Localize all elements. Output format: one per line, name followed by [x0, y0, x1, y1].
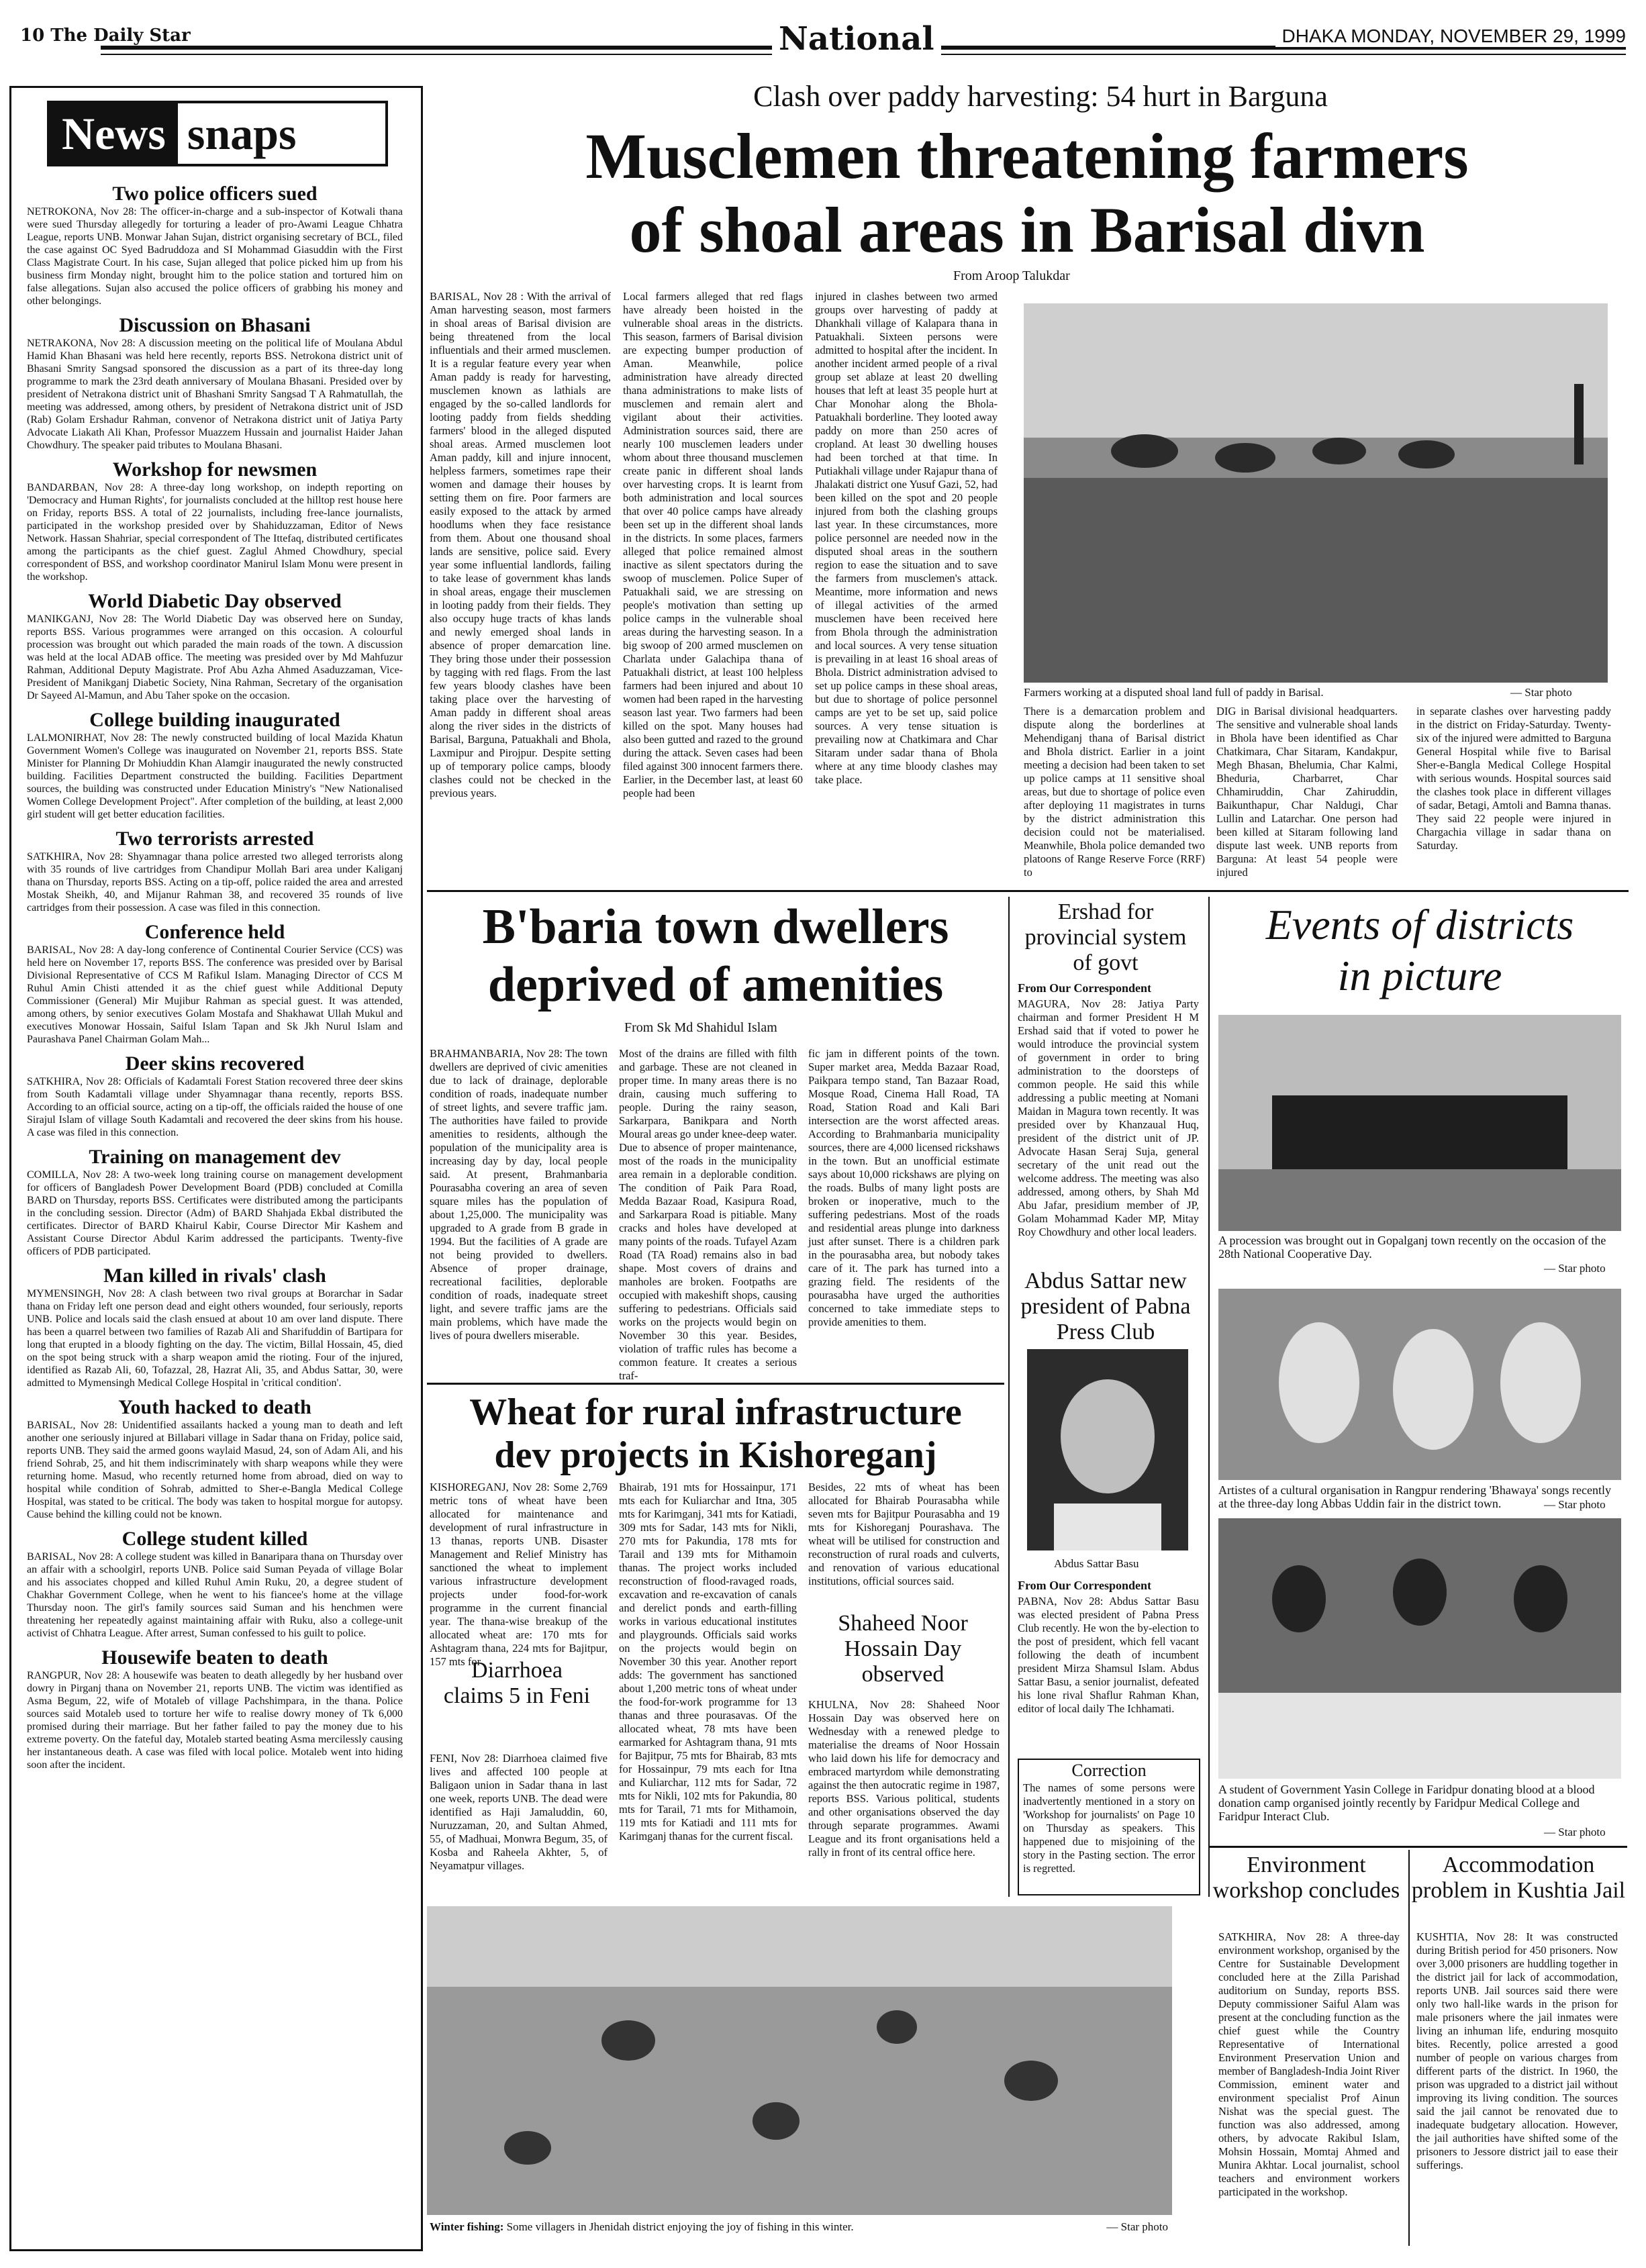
wheat-col-2: Bhairab, 191 mts for Hossainpur, 171 mts each for Kuliarchar and Itna, 305 mts for Karimganj, 341 mts for Katiadi, 309 mts for Sadar, 143 mts for Nikli, 270 mts for Pakundia, 178 mts for Tarail and 139 mts for Mithamoin thanas. The project works included reconstruction of flood-ravaged roads, excavation and re-excavation of canals and derelict ponds and earth-filling works in various educational institutes and playgrounds. Officials said works on the projects would begin on November 30 this year. Another report adds: The government has sanctioned about 1,200 metric tons of wheat under the food-for-work programme for 13 thanas and three pourasavas. Of the allocated wheat, 78 mts have been earmarked for Ashtagram thana, 91 mts for Bajitpur, 75 mts for Bhairab, 83 mts for Hossainpur, 79 mts each for Itna and Kuliarchar, 112 mts for Sadar, 72 mts for Nikli, 102 mts for Pakundia, 80 mts for Tarail, 71 mts for Mithamoin, 119 mts for Katiadi and 111 mts for Karimganj thanas for the current fiscal.	[619, 1481, 797, 1842]
events-photo1-caption: A procession was brought out in Gopalganj town recently on the occasion of the 28th National Cooperative Day.	[1218, 1234, 1606, 1261]
logo-news: News	[50, 103, 178, 164]
brief-title: Two police officers sued	[112, 183, 318, 205]
masthead	[20, 20, 1626, 67]
brief-title: Youth hacked to death	[118, 1396, 311, 1418]
brief-title: College student killed	[122, 1528, 308, 1550]
lead-kicker: Clash over paddy harvesting: 54 hurt in Barguna	[753, 80, 1328, 113]
brief-body: SATKHIRA, Nov 28: Officials of Kadamtali Forest Station recovered three deer skins from South Kadamtali village under Shyamnagar thana recently, reports BSS. According to an official source, acting on a tip-off, the officials raided the house of one Sirajul Islam of village South Kadamtali and recovered the deer skins from his house. A case was filed in this connection.	[27, 1076, 403, 1138]
bbaria-col-2: Most of the drains are filled with filth and garbage. These are not cleaned in proper time. In many areas there is no drain, causing much suffering to people. During the rainy season, Sarkarpara, Banikpara and North Moural areas go under knee-deep water. Due to absence of proper maintenance, most of the roads in the municipality area remain in a deplorable condition. The condition of Paik Para Road, Medda Bazaar Road, Kasipura Road, and Sarkarpara Road is pitiable. Many cracks and holes have developed at many points of the roads. Tufayel Azam Road (TA Road) remains also in bad shape. Most covers of drains and manholes are broken. Footpaths are occupied with makeshift shops, causing suffering to pedestrians. Officials said works on the projects would begin on November 30 this year. Besides, violation of traffic rules has become a common feature. It creates a serious traf-	[619, 1047, 797, 1382]
bbaria-byline: From Sk Md Shahidul Islam	[624, 1020, 777, 1035]
logo-snaps: snaps	[187, 108, 297, 159]
lead-photo-credit: — Star photo	[1510, 686, 1572, 699]
brief-body: BARISAL, Nov 28: A day-long conference of Continental Courier Service (CCS) was held here on November 17, reports BSS. The conference was presided over by Barisal Divisional Representative of CCS M Rafikul Islam. Managing Director of CCS M Ruhul Amin Chisti attended it as the chief guest while Additional Deputy Commissioner (General) Mir Mujibur Rahman as special guest. It was attended, among others, by senior executives Golam Mostafa and Shakhawat Ullah Mukul and executives Monowar Hossain, Saiful Islam Tapan and Sk Jkh Nurul Islam and Paurashava Panel Chairman Golam Mah...	[27, 944, 403, 1045]
brief-body: BANDARBAN, Nov 28: A three-day long workshop, on indepth reporting on 'Democracy and Human Rights', for journalists concluded at the hilltop rest house here on Friday, reports BSS. A total of 22 journalists, including free-lance journalists, participated in the workshop presided over by Shahiduzzaman, Editor of News Network. Hassan Shahriar, special correspondent of The Ittefaq, distributed certificates among the participants as the chief guest. Zaglul Ahmed Chowdhury, special correspondent of BSS, and workshop coordinator Manirul Islam Monu were present in the workshop.	[27, 482, 403, 583]
lead-headline-line1: Musclemen threatening farmers	[585, 120, 1469, 192]
wheat-headline-line1: Wheat for rural infrastructure	[469, 1391, 962, 1433]
events-photo3-caption: A student of Government Yasin College in Faridpur donating blood at a blood donation camp organised jointly recently by Faridpur Medical College and Faridpur Interact Club.	[1218, 1783, 1595, 1823]
bbaria-headline-line1: B'baria town dwellers	[482, 899, 949, 954]
lead-col-1: BARISAL, Nov 28 : With the arrival of Aman harvesting season, most farmers in shoal areas of Barisal division are being threatened from the local influentials and their armed musclemen. It is a regular feature every year when Aman paddy is ready for harvesting, musclemen known as lathials are engaged by the so-called landlords for looting paddy from fields shedding farmers' blood in the alleged disputed shoal areas. Armed musclemen loot Aman paddy, kill and injure innocent, helpless farmers, sometimes rape their women and damage their houses by setting them on fire. Poor farmers are easily exposed to the attack by armed hoodlums when they face resistance from them. About one thousand shoal lands are sensitive, police said. Every year some influential landlords, failing to take lease of government khas lands in shoal areas, engage their musclemen in looting paddy from their fields. They also occupy huge tracts of khas lands and newly emerged shoal lands in absence of proper demarcation line. They bring those under their possession by tagging with red flags. From the last few years bloody clashes have been taking place over the harvesting of Aman paddy in different shoal areas along the river sides in the districts of Barisal, Barguna, Patuakhali and Bhola, Laxmipur and Pirojpur. Despite setting up of temporary police camps, bloody clashes could not be checked in the previous years.	[430, 290, 611, 799]
pabna-headline: Abdus Sattar new president of Pabna Press Club	[1020, 1269, 1191, 1344]
events-photo2-credit: — Star photo	[1544, 1498, 1606, 1511]
diarrhoea-headline: Diarrhoea claims 5 in Feni	[443, 1658, 591, 1708]
wheat-col-3: Besides, 22 mts of wheat has been allocated for Bhairab Pourasabha while seven mts for Bajitpur Pourasabha and 19 mts for Kishoreganj Pourashava. The wheat will be utilised for construction and reconstruction of rural roads and culverts, and renovation of various educational institutions, official sources said.	[808, 1481, 1000, 1587]
halftone-photo-icon	[1218, 1518, 1621, 1779]
correction-box	[1018, 1759, 1200, 1895]
brief-title: World Diabetic Day observed	[88, 590, 342, 612]
brief-title: Deer skins recovered	[125, 1052, 305, 1075]
accommodation-body: KUSHTIA, Nov 28: It was constructed during British period for 450 prisoners. Now over 3,000 prisoners are huddling together in the district jail for lack of accommodation, reports UNB. Jail sources said there were only two hall-like wards in the prison for male prisoners where the jail inmates were living an inhuman life, enduring mosquito bites. Recently, police arrested a good number of people on various charges from different parts of the district. In 1960, the prison was upgraded to a district jail without improving its living condition. The sources said the jail cannot be renovated due to inadequate budgetary allocation. However, the jail authorities have shifted some of the prisoners to Jessore district jail to ease their sufferings.	[1416, 1930, 1618, 2171]
environment-body: SATKHIRA, Nov 28: A three-day environment workshop, organised by the Centre for Sustainable Development concluded here at the Zilla Parishad auditorium on Sunday, reports BSS. Deputy commissioner Saiful Alam was present at the concluding function as the chief guest while the Country Representative of International Environment Preservation Union and member of Bangladesh-India Joint River Commission, eminent water and environment specialist Prof Ainun Nishat was the special guest. The function was also addressed, among others, by advocate Rakibul Islam, Mohsin Hossain, Momtaj Ahmed and Munira Akhtar. Local journalist, school teachers and environment workers participated in the workshop.	[1218, 1930, 1400, 2198]
bbaria-headline-line2: deprived of amenities	[487, 957, 944, 1012]
events-headline-line1: Events of districts	[1265, 901, 1574, 948]
ershad-headline: Ershad for provincial system of govt	[1024, 899, 1187, 975]
brief	[27, 921, 403, 1046]
brief	[27, 828, 403, 914]
winter-fishing-label: Winter fishing:	[430, 2220, 504, 2233]
environment-headline: Environment workshop concludes	[1212, 1853, 1400, 1903]
winter-fishing-caption: Some villagers in Jhenidah district enjoying the joy of fishing in this winter.	[506, 2220, 854, 2233]
lead-col-5: DIG in Barisal divisional headquarters. The sensitive and vulnerable shoal lands in Bhola have been identified as Char Chatkimara, Char Sitaram, Kandakpur, Megh Bhasan, Bhelumia, Char Kalmi, Bheduria, Charbarret, Char Chhamiruddin, Char Zahiruddin, Baikunthapur, Char Naldugi, Char Lullin and Latarchar. One person had been killed at Sitaram following land dispute last week. UNB reports from Barguna: At least 54 people were injured	[1216, 705, 1398, 879]
bbaria-col-3: fic jam in different points of the town. Super market area, Medda Bazaar Road, Paikpara tempo stand, Tan Bazaar Road, Mosque Road, Cinema Hall Road, TA Road, Station Road and Kali Bari intersection are the worst affected areas. According to Brahmanbaria municipality sources, there are 4,000 licensed rickshaws in the town. But an unofficial estimate says about 10,000 rickshaws are plying on the roads. Bulbs of many light posts are broken or inoperative, much to the suffering pedestrians. Most of the roads and residential areas plunge into darkness just after sunset. There is a children park in the pourasabha area, but nobody takes care of it. The park has turned into a grazing field. The residents of the pourasabha have urged the authorities concerned to take immediate steps to provide amenities to them.	[808, 1047, 1000, 1328]
brief	[27, 314, 403, 452]
page-number: 10 The Daily Star	[20, 26, 196, 46]
halftone-photo-icon	[1027, 1349, 1188, 1550]
brief	[27, 590, 403, 702]
lead-col-4: There is a demarcation problem and dispute along the borderlines at Mehendiganj thana of Barisal district and Bhola district. Earlier in a joint meeting a decision had been taken to set up police camps at 11 sensitive shoal areas, but due to shortage of police even after deploying 11 magistrates in turns by the district administration this decision could not be materialised. Meanwhile, Bhola police demanded two platoons of Range Reserve Force (RRF) to	[1024, 705, 1205, 879]
middle-right-divider	[1008, 897, 1010, 1897]
brief-body: COMILLA, Nov 28: A two-week long training course on management development for officers of Bangladesh Power Development Board (PDB) concluded at Comilla BARD on Thursday, reports BSS. Certificates were distributed among the participants in the concluding session. Director (Adm) of BARD Shahjada Ekbal distributed the certificates. Director of BARD Khairul Kabir, Course Director Mir Kashem and Assistant Course Director Abdul Karim addressed the participants. Twenty-five officers of PDB participated.	[27, 1169, 403, 1257]
brief	[27, 1396, 403, 1521]
pabna-byline: From Our Correspondent	[1018, 1579, 1152, 1592]
dateline: DHAKA MONDAY, NOVEMBER 29, 1999	[1275, 26, 1627, 47]
brief	[27, 709, 403, 821]
winter-fishing-caption-row	[430, 2220, 1168, 2234]
brief-title: Conference held	[144, 921, 285, 943]
lead-col-3: injured in clashes between two armed groups over harvesting of paddy at Dhankhali village of Kalapara thana in Patuakhali. Sixteen persons were admitted to hospital after the incident. In another incident armed people of a rival group set ablaze at least 20 dwelling houses that left at least 35 people hurt at Char Monohar along the Bhola-Patuakhali borderline. They looted away paddy on more than 250 acres of cropland. At least 30 dwelling houses had been torched at that time. In Putiakhali village under Rajapur thana of Jhalakati district one Yusuf Gazi, 52, had been killed on the spot and 20 people injured from both the clashing groups last year. In these circumstances, more police personnel are needed now in the disputed shoal areas in the southern region to ease the situation and to save the farmers from musclemen's attack. Meantime, more information and news of illegal activities of the armed musclemen have been received here from Bhola through the administration and local sources. A very tense situation is prevailing in at least 16 shoal areas of Bhola. District administration advised to set up police camps in these shoal areas, but due to shortage of police personnel camps are yet to be set up, said police sources. A very tense situation is prevailing now at Chatkimara and Char Sitaram under sadar thana of Bhola where at any time bloody clashes may take place.	[815, 290, 998, 786]
events-photo-artistes	[1218, 1289, 1621, 1480]
events-photo-blood-donation	[1218, 1518, 1621, 1779]
news-snaps-list	[27, 183, 403, 2236]
lead-photo	[1024, 303, 1608, 683]
brief-body: BARISAL, Nov 28: Unidentified assailants hacked a young man to death and left another one seriously injured at Billabari village in Sadar thana on Friday, police said, reports UNB. They said the armed goons waylaid Masud, 24, son of Adam Ali, and his friend Sohrab, 25, and hit them indiscriminately with sharp weapons while they were returning home. Masud, who recently returned home from abroad, died on way to hospital while condition of Sohrab, admitted to Sher-e-Bangla Medical College Hospital, was stated to be critical. The body was taken to hospital morgue for autopsy. Cause behind the killing could not be known.	[27, 1420, 403, 1520]
noor-hossain-headline: Shaheed Noor Hossain Day observed	[838, 1611, 968, 1687]
wheat-col-1: KISHOREGANJ, Nov 28: Some 2,769 metric tons of wheat have been allocated for maintenance and development of rural infrastructure in 13 thanas, reports UNB. Disaster Management and Relief Ministry has sanctioned the wheat to implement various infrastructure development projects under food-for-work programme in the current financial year. The thana-wise breakup of the allocated wheat are: 170 mts for Ashtagram thana, 224 mts for Bajitpur, 157 mts for	[430, 1481, 608, 1668]
brief	[27, 183, 403, 307]
lead-headline-line2: of shoal areas in Barisal divn	[629, 194, 1425, 266]
events-photo2-caption: Artistes of a cultural organisation in Rangpur rendering 'Bhawaya' songs recently at the three-day long Abbas Uddin fair in the district town.	[1218, 1483, 1611, 1510]
brief-body: MANIKGANJ, Nov 28: The World Diabetic Day was observed here on Sunday, reports BSS. Various programmes were arranged on this occasion. A colourful procession was brought out which paraded the main roads of the town. A discussion was held at the local ADAB office. The meeting was presided over by Md Mahfuzur Rahman, Additional Deputy Magistrate. Prof Abu Azha Ahmed Asaduzzaman, Vice-President of Manikganj Diabetic Society, Nina Rahman, Secretary of the organisation Dr Sayeed Al-Mamun, and Abu Taher spoke on the occasion.	[27, 613, 403, 701]
lead-photo-caption: Farmers working at a disputed shoal land full of paddy in Barisal.	[1024, 686, 1324, 699]
halftone-photo-icon	[1218, 1015, 1621, 1231]
brief-title: Housewife beaten to death	[101, 1646, 328, 1669]
brief	[27, 1646, 403, 1771]
winter-fishing-credit: — Star photo	[1106, 2220, 1168, 2233]
brief-title: Workshop for newsmen	[112, 458, 318, 481]
events-headline-line2: in picture	[1337, 952, 1502, 999]
pabna-photo-caption: Abdus Sattar Basu	[1054, 1557, 1139, 1570]
brief-body: SATKHIRA, Nov 28: Shyamnagar thana police arrested two alleged terrorists along with 35 rounds of live cartridges from Chandipur Mollah Bari area under Kaliganj thana on Thursday, reports BSS. Acting on a tip-off, police raided the area and arrested Mostak Sheikh, 40, and Mijanur Rahman 38, and recovered 35 rounds of live cartridges from their possession. A case was filed in this connection.	[27, 851, 403, 914]
brief-body: MYMENSINGH, Nov 28: A clash between two rival groups at Borarchar in Sadar thana on Friday left one person dead and eight others wounded, four seriously, reports UNB. Police and locals said the clash ensued at about 10 am over land dispute. There has been a quarrel between two families of Razab Ali and Sharifuddin of Bartipara for long that erupted in a bloody fighting on the day. The victim, Billal Hossain, 45, died on the spot being struck with a sharp weapon amid the rioting. Four of the injured, identified as Razab Ali, 60, Tofazzal, 28, Hazrat Ali, 35, and Abdus Sattar, 30, were admitted to Mymensingh Medical College Hospital in 'critical condition'.	[27, 1288, 403, 1389]
wheat-headline-line2: dev projects in Kishoreganj	[494, 1434, 937, 1476]
accommodation-divider	[1408, 1850, 1410, 2246]
pabna-portrait	[1027, 1349, 1188, 1550]
brief	[27, 1528, 403, 1640]
brief-body: LALMONIRHAT, Nov 28: The newly constructed building of local Mazida Khatun Government Women's College was inaugurated on November 21, reports BSS. State Minister for Planning Dr Mohiuddin Khan Alamgir inaugurated the newly constructed building. Facilities Department constructed the building. Facilities Department sources, the building was constructed under Education Ministry's "New Nationalised Women College Development Project". After completion of the building, at least 2,000 girl student will get better education facilities.	[27, 732, 403, 820]
brief	[27, 1265, 403, 1389]
halftone-photo-icon	[1218, 1289, 1621, 1480]
lead-col-6: in separate clashes over harvesting paddy in the district on Friday-Saturday. Twenty-six of the injured were admitted to Barguna General Hospital while five to Barisal Sher-e-Bangla Medical College Hospital with serious wounds. Hospital sources said the clashes took place in different villages of sadar, Betagi, Amtoli and Bamna thanas. They said 22 people were injured in Chargachia village in sadar thana on Saturday.	[1416, 705, 1611, 852]
brief-title: College building inaugurated	[89, 709, 340, 731]
bbaria-bottom-rule	[427, 1383, 1004, 1385]
brief-body: NETRAKONA, Nov 28: A discussion meeting on the political life of Moulana Abdul Hamid Khan Bhasani was held here recently, reports BSS. Netrokona district unit of Bhasani Smrity Sangsad sponsored the discussion as a part of its three-day long programme to mark the 23rd death anniversary of Moulana Bhasani. Presided over by president of Netrakona district unit of Bhashani Smrity Sangsad T A Rahmatullah, the meeting was addressed, among others, by president of Netrakona district unit of JSD (Rab) Golam Ershadur Rahman, convenor of Netrakona district unit of Jatiya Party Advocate Liakath Ali Khan, Professor Muazzem Hussain and journalist Haider Jahan Chowdhury. The speaker paid tributes to Moulana Bhasani.	[27, 338, 403, 451]
events-photo3-credit: — Star photo	[1544, 1826, 1606, 1838]
brief	[27, 1146, 403, 1258]
ershad-body: MAGURA, Nov 28: Jatiya Party chairman and former President H M Ershad said that if voted to power he would introduce the provincial system of government in order to bring administration to the doorsteps of common people. He said this while addressing a public meeting at Nomani Maidan in Magura town recently. It was presided over by Khanzaual Huq, president of the district unit of JP. Advocate Hasan Seraj Suja, general secretary of the unit read out the welcome address. The meeting was also addressed, among others, by Shah Md Abu Jafar, presidium member of JP, Golam Mohammad Kader MP, Mitay Roy Chowdhury and other local leaders.	[1018, 997, 1199, 1238]
lead-bottom-rule	[427, 890, 1629, 892]
news-snaps-logo	[47, 101, 388, 166]
section-title: National	[772, 20, 941, 58]
brief-title: Training on management dev	[89, 1146, 341, 1168]
brief	[27, 458, 403, 583]
ershad-byline: From Our Correspondent	[1018, 981, 1152, 995]
events-divider	[1208, 897, 1210, 1897]
events-photo-procession	[1218, 1015, 1621, 1231]
correction-body: The names of some persons were inadvertently mentioned in a story on 'Workshop for journalists' on Page 10 on Thursday as speakers. This happened due to misjoining of the story in the Pasting section. The error is regretted.	[1023, 1781, 1195, 1875]
pabna-body: PABNA, Nov 28: Abdus Sattar Basu was elected president of Pabna Press Club recently. He won the by-election to the post of president, which fell vacant following the death of incumbent president Mirza Shamsul Islam. Abdus Sattar Basu, a senior journalist, defeated his lone rival Shaflur Rahman Khan, editor of local daily The Ichhamati.	[1018, 1595, 1199, 1715]
right-bottom-rule	[1208, 1846, 1627, 1848]
lead-byline: From Aroop Talukdar	[953, 268, 1070, 283]
diarrhoea-body: FENI, Nov 28: Diarrhoea claimed five lives and affected 100 people at Baligaon union in Sadar thana in last one week, reports UNB. The dead were identified as Haji Jamaluddin, 60, Nuruzzaman, 20, and Sultan Ahmed, 55, of Madhuai, Monwra Begum, 35, of Kosba and Raheela Akhter, 5, of Neyamatpur villages.	[430, 1752, 608, 1872]
lead-col-2: Local farmers alleged that red flags have already been hoisted in the vulnerable shoal areas in the districts. This season, farmers of Barisal division are expecting bumper production of Aman. Meanwhile, police administration have already directed thana administrations to make lists of musclemen and remain alert and vigilant about their activities. Administration sources said, there are nearly 100 musclemen leaders under whom about three thousand musclemen create panic in different shoal lands over harvesting crops. It is learnt from both administration and local sources that over 40 police camps have already been set up in the different shoal lands in the districts. In some places, farmers alleged that police remained almost inactive as silent spectators during the swoop of musclemen. Police Super of Patuakhali said, we are stressing on people's motivation than setting up police camps in the vulnerable shoal areas during the harvesting season. In a big swoop of 200 armed musclemen on Charlata under Galachipa thana of Patuakhali district, at least 100 helpless farmers had been injured and about 10 women had been raped in the harvesting season last year. Two farmers had been killed on the spot. Many houses had also been gutted and razed to the ground during the attack. Seven cases had been filed against 300 innocent farmers there. Earlier, in the December last, at least 60 people had been	[623, 290, 803, 799]
halftone-photo-icon	[427, 1906, 1172, 2215]
brief-body: NETROKONA, Nov 28: The officer-in-charge and a sub-inspector of Kotwali thana were sued Thursday allegedly for torturing a leader of pro-Awami League Chhatra League, reports UNB. Monwar Jahan Sujan, district organising secretary of BCL, filed the case against OC Syed Badruddoza and SI Mohammad Giasuddin with the First Class Magistrate Court. In his case, Sujan alleged that police picked him up from his business firm Monday night, brought him to the police station and tortured him on false allegations. Sujan also accused the police officers of grabbing his money and other belongings.	[27, 206, 403, 307]
brief-title: Discussion on Bhasani	[119, 314, 311, 336]
noor-hossain-body: KHULNA, Nov 28: Shaheed Noor Hossain Day was observed here on Wednesday with a renewed pledge to materialise the dreams of Noor Hossain who laid down his life for democracy and embraced martyrdom while demonstrating against the then autocratic regime in 1987, reports BSS. Various political, students and other organisations observed the day through separate programmes. Awami League and its front organisations held a rally in front of its central office here.	[808, 1698, 1000, 1859]
winter-fishing-photo	[427, 1906, 1172, 2215]
accommodation-headline: Accommodation problem in Kushtia Jail	[1411, 1853, 1626, 1903]
correction-title: Correction	[1071, 1761, 1147, 1780]
halftone-photo-icon	[1024, 303, 1608, 683]
bbaria-col-1: BRAHMANBARIA, Nov 28: The town dwellers are deprived of civic amenities due to lack of drainage, deplorable condition of roads, inadequate number of street lights, and severe traffic jam. The authorities have failed to provide amenities to residents, although the population of the municipality area is increasing day by day, local people said. At present, Brahmanbaria Pourasabha covering an area of seven square miles has the population of about 1,25,000. The municipality was upgraded to A grade from B grade in 1994. But the facilities of A grade are not being provided to dwellers. Absence of proper drainage, recreational facilities, deplorable condition of roads, inadequate street light, and severe traffic jams are the main problems, which have made the lives of poura dwellers miserable.	[430, 1047, 608, 1342]
brief-title: Man killed in rivals' clash	[103, 1265, 326, 1287]
brief-body: BARISAL, Nov 28: A college student was killed in Banaripara thana on Thursday over an affair with a schoolgirl, reports UNB. Police said Suman Peyada of village Bolar and his associates chopped and killed Ruhul Amin Ruku, 20, a degree student of Chakhar Government College, when he went to his fiancee's home at the village Thursday noon. The girl's family sources said Suman and his henchmen were threatening her repeatedly against maintaining affair with Ruku, also a college-unit activist of Chhatra League. After arrest, Suman confessed to his guilt to police.	[27, 1551, 403, 1639]
brief	[27, 1052, 403, 1139]
brief-body: RANGPUR, Nov 28: A housewife was beaten to death allegedly by her husband over dowry in Pirganj thana on November 21, reports UNB. The victim was identified as Asma Begum, 22, wife of Motaleb of village Pachshimpara, in the thana. Police sources said Motaleb used to torture her wife to realise dowry money of Tk 6,000 promised during their marriage. But her father failed to pay the money due to his extreme poverty. On the fateful day, Motaleb started beating Asma mercilessly causing her instantaneous death. A case was filed with local police. Motaleb went into hiding soon after the incident.	[27, 1670, 403, 1771]
events-photo1-credit: — Star photo	[1544, 1262, 1606, 1275]
brief-title: Two terrorists arrested	[115, 828, 314, 850]
